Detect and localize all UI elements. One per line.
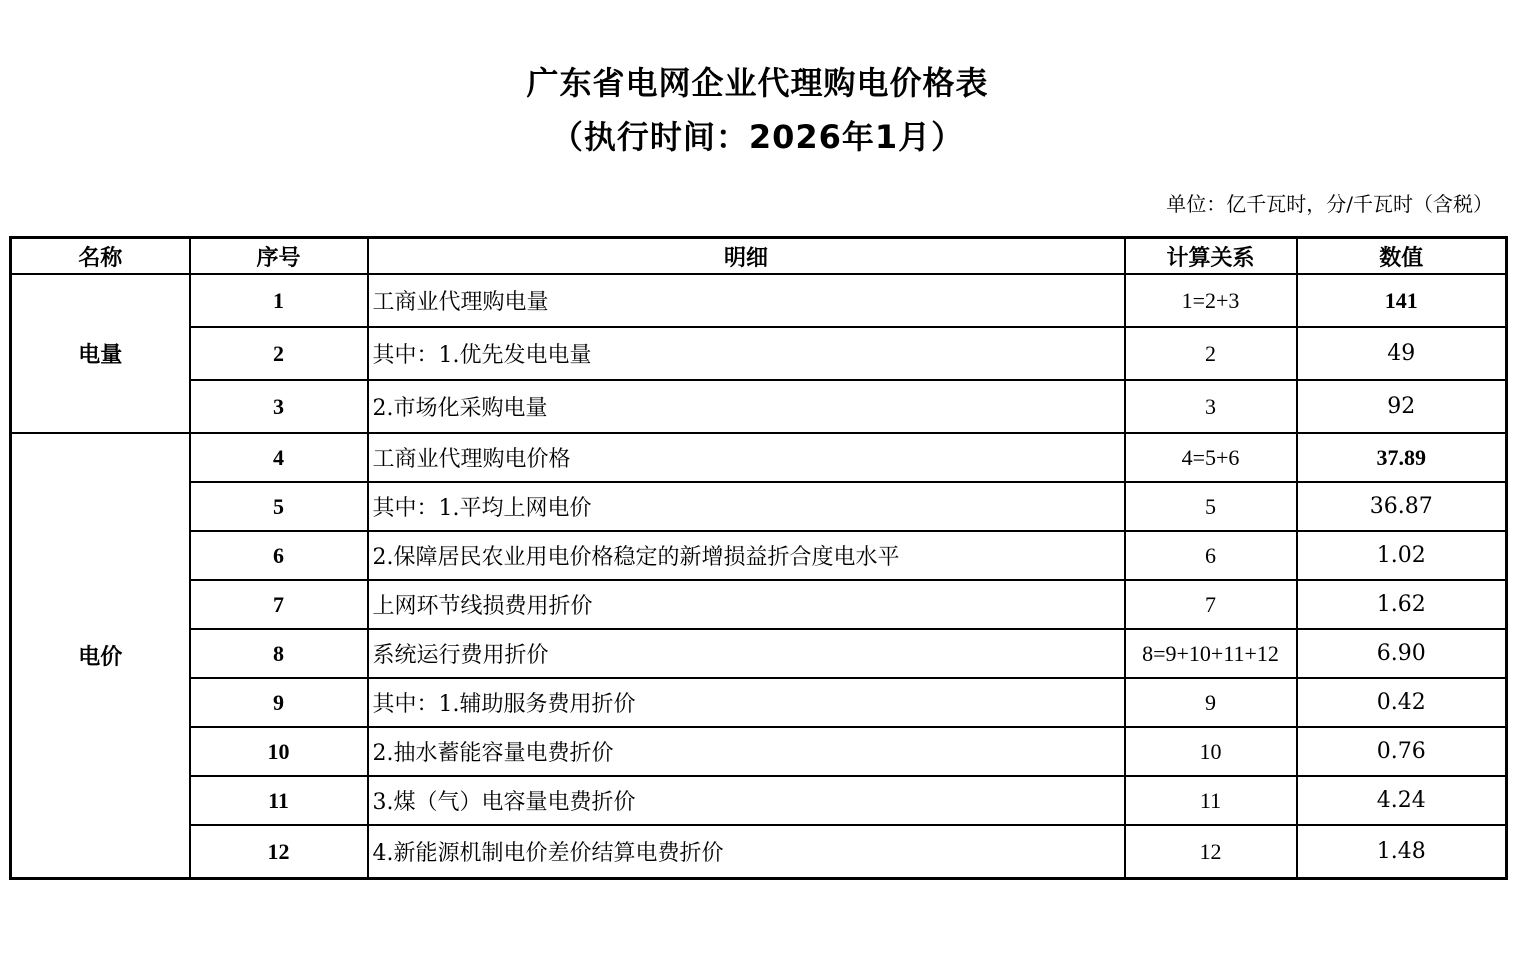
row-relation: 7 xyxy=(1125,580,1297,629)
header-relation: 计算关系 xyxy=(1125,238,1297,275)
row-relation: 12 xyxy=(1125,825,1297,879)
row-detail: 其中：1.平均上网电价 xyxy=(368,482,1125,531)
row-detail: 3.煤（气）电容量电费折价 xyxy=(368,776,1125,825)
row-value: 1.62 xyxy=(1297,580,1507,629)
page-subtitle: （执行时间：2026年1月） xyxy=(550,118,965,156)
row-no: 11 xyxy=(190,776,368,825)
table-row xyxy=(11,776,1507,825)
row-relation: 3 xyxy=(1125,380,1297,433)
row-no: 1 xyxy=(190,274,368,327)
row-detail: 上网环节线损费用折价 xyxy=(368,580,1125,629)
unit-note: 单位：亿千瓦时，分/千瓦时（含税） xyxy=(1166,192,1493,216)
row-relation: 6 xyxy=(1125,531,1297,580)
row-value: 49 xyxy=(1297,327,1507,380)
row-detail: 2.抽水蓄能容量电费折价 xyxy=(368,727,1125,776)
row-value: 0.42 xyxy=(1297,678,1507,727)
row-detail: 4.新能源机制电价差价结算电费折价 xyxy=(368,825,1125,879)
table-row xyxy=(11,433,1507,482)
row-detail: 2.市场化采购电量 xyxy=(368,380,1125,433)
row-no: 2 xyxy=(190,327,368,380)
row-detail: 其中：1.辅助服务费用折价 xyxy=(368,678,1125,727)
row-value: 1.02 xyxy=(1297,531,1507,580)
row-no: 3 xyxy=(190,380,368,433)
row-detail: 2.保障居民农业用电价格稳定的新增损益折合度电水平 xyxy=(368,531,1125,580)
table-row xyxy=(11,727,1507,776)
table-row xyxy=(11,380,1507,433)
row-no: 5 xyxy=(190,482,368,531)
table-row xyxy=(11,327,1507,380)
row-detail: 工商业代理购电价格 xyxy=(368,433,1125,482)
row-no: 8 xyxy=(190,629,368,678)
row-relation: 5 xyxy=(1125,482,1297,531)
row-value: 1.48 xyxy=(1297,825,1507,879)
row-value: 92 xyxy=(1297,380,1507,433)
row-value: 141 xyxy=(1297,274,1507,327)
header-name: 名称 xyxy=(11,238,190,275)
row-detail: 系统运行费用折价 xyxy=(368,629,1125,678)
row-no: 6 xyxy=(190,531,368,580)
table-header-row xyxy=(11,238,1507,275)
row-relation: 9 xyxy=(1125,678,1297,727)
table-row xyxy=(11,482,1507,531)
row-relation: 11 xyxy=(1125,776,1297,825)
table-row xyxy=(11,825,1507,879)
table-row xyxy=(11,531,1507,580)
table-row xyxy=(11,629,1507,678)
row-no: 10 xyxy=(190,727,368,776)
row-no: 7 xyxy=(190,580,368,629)
table-row xyxy=(11,678,1507,727)
group-price: 电价 xyxy=(11,433,190,879)
row-no: 4 xyxy=(190,433,368,482)
table-row xyxy=(11,274,1507,327)
header-no: 序号 xyxy=(190,238,368,275)
row-no: 12 xyxy=(190,825,368,879)
row-relation: 8=9+10+11+12 xyxy=(1125,629,1297,678)
row-relation: 2 xyxy=(1125,327,1297,380)
row-relation: 1=2+3 xyxy=(1125,274,1297,327)
header-value: 数值 xyxy=(1297,238,1507,275)
price-table xyxy=(9,236,1508,880)
row-value: 6.90 xyxy=(1297,629,1507,678)
row-detail: 其中：1.优先发电电量 xyxy=(368,327,1125,380)
table-row xyxy=(11,580,1507,629)
header-detail: 明细 xyxy=(368,238,1125,275)
row-detail: 工商业代理购电量 xyxy=(368,274,1125,327)
row-value: 4.24 xyxy=(1297,776,1507,825)
row-relation: 10 xyxy=(1125,727,1297,776)
page-title: 广东省电网企业代理购电价格表 xyxy=(526,64,989,102)
row-no: 9 xyxy=(190,678,368,727)
row-value: 0.76 xyxy=(1297,727,1507,776)
group-volume: 电量 xyxy=(11,274,190,433)
row-value: 36.87 xyxy=(1297,482,1507,531)
row-relation: 4=5+6 xyxy=(1125,433,1297,482)
row-value: 37.89 xyxy=(1297,433,1507,482)
